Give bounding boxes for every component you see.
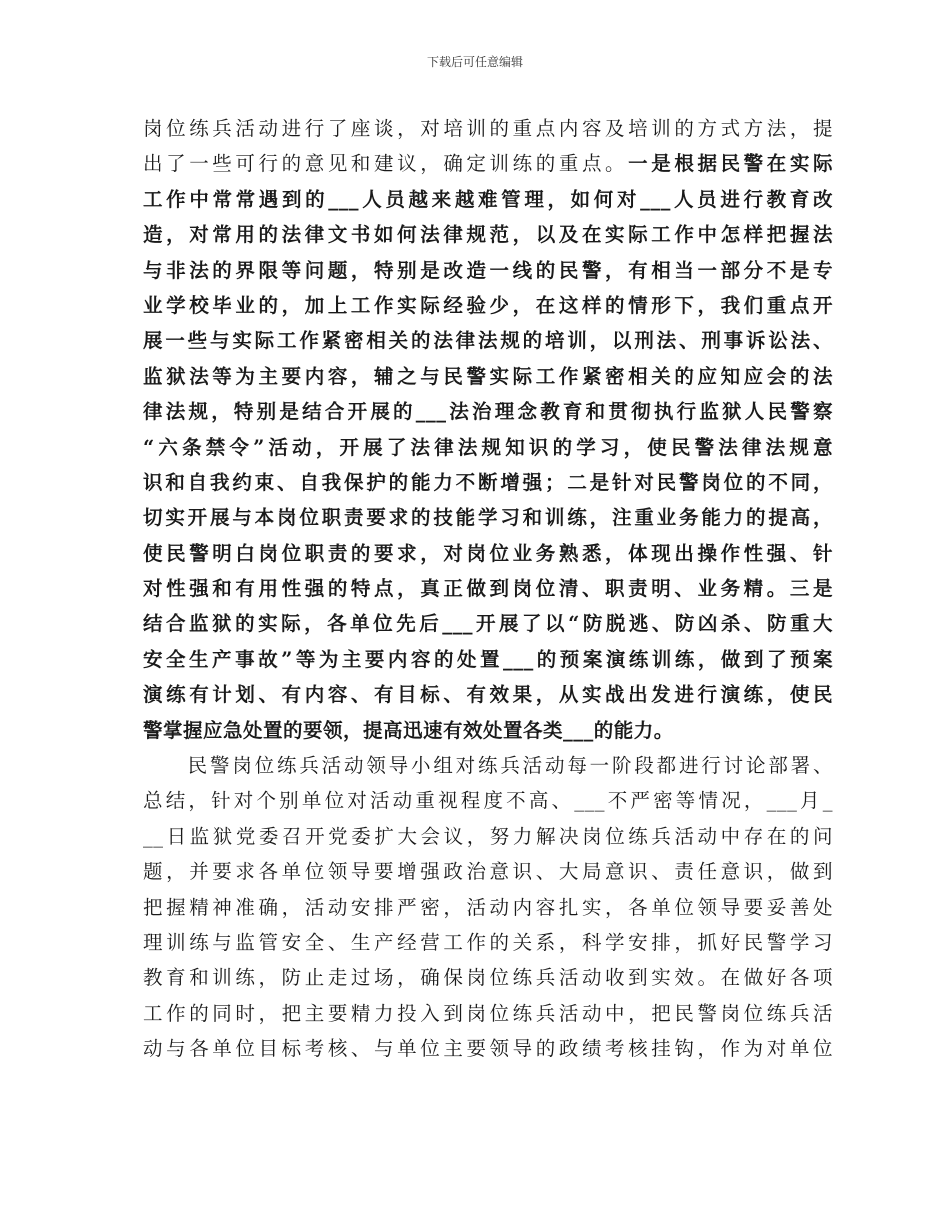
text-line: 结合监狱的实际，各单位先后___开展了以“防脱逃、防凶杀、防重大: [143, 612, 833, 636]
document-body: [143, 111, 833, 1067]
text-line: 律法规，特别是结合开展的___法治理念教育和贯彻执行监狱人民警察: [143, 400, 833, 424]
text-line: 监狱法等为主要内容，辅之与民警实际工作紧密相关的应知应会的法: [143, 364, 833, 388]
text-line: 使民警明白岗位职责的要求，对岗位业务熟悉，体现出操作性强、针: [143, 541, 833, 565]
text-line: 总结，针对个别单位对活动重视程度不高、___不严密等情况，___月_: [143, 789, 833, 813]
text-line: 对性强和有用性强的特点，真正做到岗位清、职责明、业务精。三是: [143, 577, 833, 601]
text-line: 警掌握应急处置的要领，提高迅速有效处置各类___的能力。: [143, 718, 674, 742]
text-line: 岗位练兵活动进行了座谈，对培训的重点内容及培训的方式方法，提: [143, 117, 833, 140]
text-line: 演练有计划、有内容、有目标、有效果，从实战出发进行演练，使民: [143, 683, 833, 707]
text-line: 把握精神准确，活动安排严密，活动内容扎实，各单位领导要妥善处: [143, 895, 833, 919]
text-line: 业学校毕业的，加上工作实际经验少，在这样的情形下，我们重点开: [143, 293, 833, 317]
text-line: 安全生产事故”等为主要内容的处置___的预案演练训练，做到了预案: [143, 647, 833, 671]
text-line: 造，对常用的法律文书如何法律规范，以及在实际工作中怎样把握法: [143, 223, 833, 247]
text-line: 工作的同时，把主要精力投入到岗位练兵活动中，把民警岗位练兵活: [143, 1001, 833, 1025]
text-line: 民警岗位练兵活动领导小组对练兵活动每一阶段都进行讨论部署、: [143, 754, 833, 778]
page-header: 下载后可任意编辑: [426, 55, 523, 69]
text-line: 题，并要求各单位领导要增强政治意识、大局意识、责任意识，做到: [143, 860, 833, 884]
text-line: 展一些与实际工作紧密相关的法律法规的培训，以刑法、刑事诉讼法、: [143, 329, 833, 353]
text-line: 切实开展与本岗位职责要求的技能学习和训练，注重业务能力的提高，: [143, 506, 833, 530]
text-line: 动与各单位目标考核、与单位主要领导的政绩考核挂钩，作为对单位: [143, 1037, 833, 1061]
text-line: 教育和训练，防止走过场，确保岗位练兵活动收到实效。在做好各项: [143, 966, 833, 990]
text-line: “六条禁令”活动，开展了法律法规知识的学习，使民警法律法规意: [143, 435, 833, 459]
text-line: 理训练与监管安全、生产经营工作的关系，科学安排，抓好民警学习: [143, 930, 833, 954]
text-segment-bold: 一是根据民警在实际: [628, 152, 833, 176]
text-line: 识和自我约束、自我保护的能力不断增强；二是针对民警岗位的不同，: [143, 470, 833, 494]
text-line: [143, 146, 833, 181]
text-line: __日监狱党委召开党委扩大会议，努力解决岗位练兵活动中存在的问: [143, 824, 833, 848]
text-line: 与非法的界限等问题，特别是改造一线的民警，有相当一部分不是专: [143, 258, 833, 282]
text-line: 工作中常常遇到的___人员越来越难管理，如何对___人员进行教育改: [143, 187, 833, 211]
text-segment: 出了一些可行的意见和建议，确定训练的重点。: [143, 152, 629, 176]
